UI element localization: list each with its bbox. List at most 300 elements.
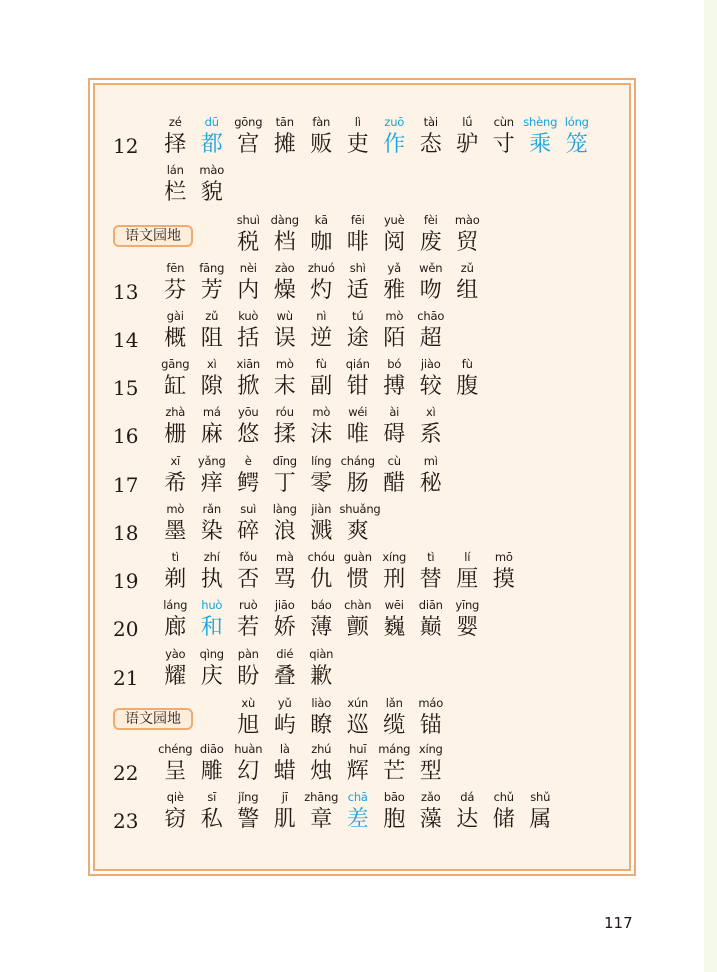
pinyin: máng xyxy=(378,742,411,756)
vocab-character xyxy=(267,403,304,449)
pinyin: fāng xyxy=(199,261,225,275)
pinyin: wěn xyxy=(419,261,443,275)
character-group xyxy=(157,307,449,353)
pinyin: ài xyxy=(389,405,400,419)
pinyin: xì xyxy=(425,405,436,419)
hanzi: 锚 xyxy=(419,713,442,738)
hanzi: 摸 xyxy=(492,567,515,592)
hanzi: 辉 xyxy=(346,759,369,784)
pinyin: xíng xyxy=(418,742,443,756)
vocab-character xyxy=(194,307,231,353)
polyphonic-character xyxy=(340,788,377,834)
vocab-character xyxy=(413,596,450,642)
hanzi: 芒 xyxy=(383,759,406,784)
vocab-character xyxy=(230,548,267,594)
hanzi: 阻 xyxy=(200,326,223,351)
hanzi: 末 xyxy=(273,374,296,399)
vocab-character xyxy=(303,355,340,401)
hanzi: 系 xyxy=(419,422,442,447)
vocab-character xyxy=(157,500,194,546)
pinyin: dié xyxy=(276,647,294,661)
hanzi: 概 xyxy=(164,326,187,351)
hanzi: 幻 xyxy=(237,759,260,784)
vocab-character xyxy=(230,645,267,691)
pinyin: huī xyxy=(349,742,367,756)
vocabulary-frame xyxy=(88,78,636,876)
pinyin: qián xyxy=(345,357,370,371)
vocab-character xyxy=(230,788,267,834)
vocab-character xyxy=(194,452,231,498)
vocab-character xyxy=(340,211,377,257)
vocab-character xyxy=(413,403,450,449)
hanzi: 仇 xyxy=(310,567,333,592)
hanzi: 巅 xyxy=(419,615,442,640)
hanzi: 悠 xyxy=(237,422,260,447)
garden-row xyxy=(95,211,635,259)
language-garden-tag: 语文园地 xyxy=(113,225,193,247)
pinyin: yào xyxy=(165,647,186,661)
pinyin: wù xyxy=(276,309,293,323)
hanzi: 浪 xyxy=(273,519,296,544)
vocab-character xyxy=(340,259,377,305)
pinyin: lóng xyxy=(564,115,589,129)
pinyin: fù xyxy=(461,357,473,371)
pinyin: má xyxy=(202,405,221,419)
hanzi: 啡 xyxy=(346,230,369,255)
vocab-character xyxy=(340,113,377,159)
character-group xyxy=(157,161,230,207)
pinyin: tì xyxy=(171,550,179,564)
pinyin: yǎng xyxy=(197,454,226,468)
lesson-number: 21 xyxy=(113,666,139,690)
pinyin: chā xyxy=(347,790,368,804)
lesson-number: 23 xyxy=(113,809,139,833)
hanzi: 肌 xyxy=(273,807,296,832)
hanzi: 染 xyxy=(200,519,223,544)
vocab-character xyxy=(340,307,377,353)
vocab-character xyxy=(267,355,304,401)
pinyin: mào xyxy=(199,163,225,177)
vocab-character xyxy=(376,259,413,305)
hanzi: 和 xyxy=(200,615,223,640)
hanzi: 缸 xyxy=(164,374,187,399)
vocab-character xyxy=(194,740,231,786)
hanzi: 驴 xyxy=(456,132,479,157)
hanzi: 寸 xyxy=(492,132,515,157)
lesson-number: 18 xyxy=(113,521,139,545)
vocab-character xyxy=(449,259,486,305)
hanzi: 貌 xyxy=(200,180,223,205)
pinyin: dū xyxy=(204,115,219,129)
polyphonic-character xyxy=(376,113,413,159)
vocab-character xyxy=(340,355,377,401)
vocab-character xyxy=(194,161,231,207)
pinyin: yǔ xyxy=(277,696,292,710)
vocab-character xyxy=(376,307,413,353)
hanzi: 芳 xyxy=(200,278,223,303)
hanzi: 警 xyxy=(237,807,260,832)
vocab-character xyxy=(157,452,194,498)
pinyin: shuǎng xyxy=(339,502,381,516)
hanzi: 途 xyxy=(346,326,369,351)
vocab-character xyxy=(157,161,194,207)
vocab-character xyxy=(376,355,413,401)
vocab-character xyxy=(340,596,377,642)
vocab-character xyxy=(340,740,377,786)
lesson-row xyxy=(95,307,635,355)
vocab-character xyxy=(303,694,340,740)
hanzi: 作 xyxy=(383,132,406,157)
pinyin: lǘ xyxy=(462,115,473,129)
vocab-character xyxy=(267,452,304,498)
hanzi: 雕 xyxy=(200,759,223,784)
hanzi: 废 xyxy=(419,230,442,255)
pinyin: dīng xyxy=(272,454,297,468)
hanzi: 墨 xyxy=(164,519,187,544)
polyphonic-character xyxy=(194,113,231,159)
pinyin: zǔ xyxy=(205,309,219,323)
hanzi: 肠 xyxy=(346,471,369,496)
hanzi: 屿 xyxy=(273,713,296,738)
hanzi: 芬 xyxy=(164,278,187,303)
hanzi: 若 xyxy=(237,615,260,640)
lesson-row xyxy=(95,452,635,500)
pinyin: shǔ xyxy=(530,790,551,804)
pinyin: gài xyxy=(166,309,184,323)
pinyin: huàn xyxy=(234,742,263,756)
pinyin: fàn xyxy=(312,115,331,129)
pinyin: fèi xyxy=(423,213,438,227)
pinyin: mō xyxy=(494,550,513,564)
pinyin: fēi xyxy=(350,213,365,227)
pinyin: xíng xyxy=(382,550,407,564)
vocab-character xyxy=(449,113,486,159)
character-group xyxy=(157,259,486,305)
pinyin: rǎn xyxy=(202,502,221,516)
vocab-character xyxy=(413,113,450,159)
vocab-character xyxy=(157,596,194,642)
hanzi: 栅 xyxy=(164,422,187,447)
vocab-character xyxy=(267,307,304,353)
vocab-character xyxy=(303,452,340,498)
pinyin: jǐng xyxy=(238,790,259,804)
hanzi: 误 xyxy=(273,326,296,351)
pinyin: dá xyxy=(460,790,475,804)
hanzi: 栏 xyxy=(164,180,187,205)
pinyin: chǔ xyxy=(493,790,514,804)
vocab-character xyxy=(449,548,486,594)
hanzi: 爽 xyxy=(346,519,369,544)
lesson-row xyxy=(95,355,635,403)
hanzi: 税 xyxy=(237,230,260,255)
vocab-character xyxy=(230,113,267,159)
hanzi: 刑 xyxy=(383,567,406,592)
hanzi: 燥 xyxy=(273,278,296,303)
lesson-number: 16 xyxy=(113,424,139,448)
pinyin: dàng xyxy=(270,213,299,227)
pinyin: jiāo xyxy=(274,598,295,612)
vocab-character xyxy=(194,259,231,305)
pinyin: zào xyxy=(274,261,295,275)
pinyin: tú xyxy=(352,309,364,323)
pinyin: tān xyxy=(275,115,294,129)
vocab-character xyxy=(376,211,413,257)
hanzi: 隙 xyxy=(200,374,223,399)
vocab-character xyxy=(194,788,231,834)
pinyin: fù xyxy=(315,357,327,371)
lesson-row xyxy=(95,740,635,788)
pinyin: xún xyxy=(347,696,369,710)
pinyin: là xyxy=(279,742,290,756)
lesson-row xyxy=(95,403,635,451)
pinyin: qìng xyxy=(199,647,224,661)
side-strip xyxy=(704,0,717,972)
pinyin: jī xyxy=(281,790,288,804)
lesson-row xyxy=(95,548,635,596)
pinyin: xiān xyxy=(236,357,261,371)
hanzi: 庆 xyxy=(200,664,223,689)
vocab-character xyxy=(194,355,231,401)
pinyin: mò xyxy=(166,502,185,516)
lesson-number: 13 xyxy=(113,280,139,304)
character-group xyxy=(157,500,381,546)
vocab-character xyxy=(230,403,267,449)
polyphonic-character xyxy=(559,113,596,159)
pinyin: zhí xyxy=(203,550,220,564)
lesson-number: 19 xyxy=(113,569,139,593)
pinyin: fēn xyxy=(166,261,185,275)
hanzi: 适 xyxy=(346,278,369,303)
character-group xyxy=(157,788,559,834)
character-group xyxy=(157,596,486,642)
vocab-character xyxy=(194,403,231,449)
character-group xyxy=(157,452,449,498)
lesson-row xyxy=(95,788,635,836)
pinyin: shuì xyxy=(236,213,260,227)
pinyin: yōu xyxy=(237,405,259,419)
hanzi: 歉 xyxy=(310,664,333,689)
lesson-number: 12 xyxy=(113,134,139,158)
lesson-number: 22 xyxy=(113,761,139,785)
vocab-character xyxy=(157,113,194,159)
pinyin: huò xyxy=(201,598,223,612)
pinyin: qiè xyxy=(166,790,184,804)
hanzi: 腹 xyxy=(456,374,479,399)
hanzi: 惯 xyxy=(346,567,369,592)
hanzi: 括 xyxy=(237,326,260,351)
hanzi: 属 xyxy=(529,807,552,832)
hanzi: 鳄 xyxy=(237,471,260,496)
vocabulary-table xyxy=(93,83,631,871)
vocab-character xyxy=(303,740,340,786)
pinyin: lí xyxy=(464,550,471,564)
pinyin: kuò xyxy=(238,309,259,323)
vocab-character xyxy=(413,694,450,740)
hanzi: 巍 xyxy=(383,615,406,640)
pinyin: shèng xyxy=(523,115,558,129)
vocab-character xyxy=(194,500,231,546)
pinyin: xì xyxy=(206,357,217,371)
pinyin: è xyxy=(244,454,252,468)
hanzi: 沫 xyxy=(310,422,333,447)
character-group xyxy=(157,355,486,401)
pinyin: gāng xyxy=(161,357,190,371)
pinyin: mà xyxy=(275,550,294,564)
hanzi: 瞭 xyxy=(310,713,333,738)
pinyin: làng xyxy=(272,502,297,516)
pinyin: wēi xyxy=(384,598,404,612)
hanzi: 贸 xyxy=(456,230,479,255)
hanzi: 贩 xyxy=(310,132,333,157)
hanzi: 私 xyxy=(200,807,223,832)
vocab-character xyxy=(486,548,523,594)
hanzi: 丁 xyxy=(273,471,296,496)
lesson-row xyxy=(95,161,635,209)
pinyin: tì xyxy=(427,550,435,564)
hanzi: 陌 xyxy=(383,326,406,351)
hanzi: 笼 xyxy=(565,132,588,157)
hanzi: 溅 xyxy=(310,519,333,544)
vocab-character xyxy=(303,788,340,834)
character-group xyxy=(230,694,449,740)
pinyin: diān xyxy=(418,598,443,612)
vocab-character xyxy=(267,788,304,834)
vocab-character xyxy=(194,645,231,691)
vocab-character xyxy=(449,596,486,642)
pinyin: zhāng xyxy=(304,790,339,804)
hanzi: 剃 xyxy=(164,567,187,592)
lesson-number: 15 xyxy=(113,376,139,400)
hanzi: 执 xyxy=(200,567,223,592)
hanzi: 骂 xyxy=(273,567,296,592)
hanzi: 达 xyxy=(456,807,479,832)
vocab-character xyxy=(303,259,340,305)
vocab-character xyxy=(486,113,523,159)
hanzi: 婴 xyxy=(456,615,479,640)
pinyin: ruò xyxy=(239,598,258,612)
pinyin: mì xyxy=(423,454,438,468)
hanzi: 逆 xyxy=(310,326,333,351)
pinyin: pàn xyxy=(237,647,259,661)
vocab-character xyxy=(157,403,194,449)
hanzi: 巡 xyxy=(346,713,369,738)
hanzi: 麻 xyxy=(200,422,223,447)
vocab-character xyxy=(303,113,340,159)
hanzi: 蜡 xyxy=(273,759,296,784)
hanzi: 都 xyxy=(200,132,223,157)
pinyin: chóu xyxy=(307,550,335,564)
lesson-row xyxy=(95,500,635,548)
pinyin: tài xyxy=(423,115,438,129)
vocab-character xyxy=(413,548,450,594)
pinyin: mò xyxy=(312,405,331,419)
pinyin: chéng xyxy=(158,742,193,756)
vocab-character xyxy=(340,403,377,449)
hanzi: 叠 xyxy=(273,664,296,689)
hanzi: 醋 xyxy=(383,471,406,496)
hanzi: 吻 xyxy=(419,278,442,303)
vocab-character xyxy=(230,452,267,498)
hanzi: 乘 xyxy=(529,132,552,157)
pinyin: róu xyxy=(275,405,294,419)
pinyin: bāo xyxy=(383,790,405,804)
vocab-character xyxy=(230,740,267,786)
vocab-character xyxy=(413,259,450,305)
vocab-character xyxy=(413,788,450,834)
pinyin: qiàn xyxy=(309,647,334,661)
vocab-character xyxy=(230,355,267,401)
hanzi: 搏 xyxy=(383,374,406,399)
hanzi: 副 xyxy=(310,374,333,399)
vocab-character xyxy=(230,694,267,740)
hanzi: 态 xyxy=(419,132,442,157)
vocab-character xyxy=(413,211,450,257)
pinyin: lì xyxy=(354,115,361,129)
pinyin: zhà xyxy=(165,405,186,419)
character-group xyxy=(157,403,449,449)
vocab-character xyxy=(376,403,413,449)
hanzi: 唯 xyxy=(346,422,369,447)
lesson-row xyxy=(95,259,635,307)
vocab-character xyxy=(194,548,231,594)
vocab-character xyxy=(267,645,304,691)
hanzi: 储 xyxy=(492,807,515,832)
vocab-character xyxy=(267,596,304,642)
hanzi: 碎 xyxy=(237,519,260,544)
hanzi: 希 xyxy=(164,471,187,496)
pinyin: zǎo xyxy=(420,790,441,804)
vocab-character xyxy=(267,259,304,305)
pinyin: zhú xyxy=(311,742,332,756)
hanzi: 廊 xyxy=(164,615,187,640)
hanzi: 烛 xyxy=(310,759,333,784)
hanzi: 超 xyxy=(419,326,442,351)
hanzi: 型 xyxy=(419,759,442,784)
pinyin: láng xyxy=(163,598,188,612)
hanzi: 零 xyxy=(310,471,333,496)
hanzi: 掀 xyxy=(237,374,260,399)
hanzi: 灼 xyxy=(310,278,333,303)
hanzi: 替 xyxy=(419,567,442,592)
pinyin: báo xyxy=(310,598,332,612)
character-group xyxy=(157,740,449,786)
pinyin: jiào xyxy=(420,357,441,371)
pinyin: nì xyxy=(316,309,327,323)
pinyin: jiàn xyxy=(311,502,332,516)
polyphonic-character xyxy=(194,596,231,642)
vocab-character xyxy=(303,211,340,257)
vocab-character xyxy=(376,788,413,834)
pinyin: chàn xyxy=(344,598,372,612)
vocab-character xyxy=(157,645,194,691)
pinyin: chāo xyxy=(417,309,445,323)
hanzi: 盼 xyxy=(237,664,260,689)
hanzi: 揉 xyxy=(273,422,296,447)
hanzi: 宫 xyxy=(237,132,260,157)
vocab-character xyxy=(376,548,413,594)
pinyin: zuō xyxy=(384,115,405,129)
vocab-character xyxy=(157,548,194,594)
vocab-character xyxy=(230,500,267,546)
vocab-character xyxy=(376,694,413,740)
pinyin: máo xyxy=(418,696,444,710)
pinyin: bó xyxy=(387,357,402,371)
vocab-character xyxy=(267,500,304,546)
vocab-character xyxy=(486,788,523,834)
pinyin: kā xyxy=(314,213,328,227)
lesson-number: 20 xyxy=(113,617,139,641)
vocab-character xyxy=(303,548,340,594)
